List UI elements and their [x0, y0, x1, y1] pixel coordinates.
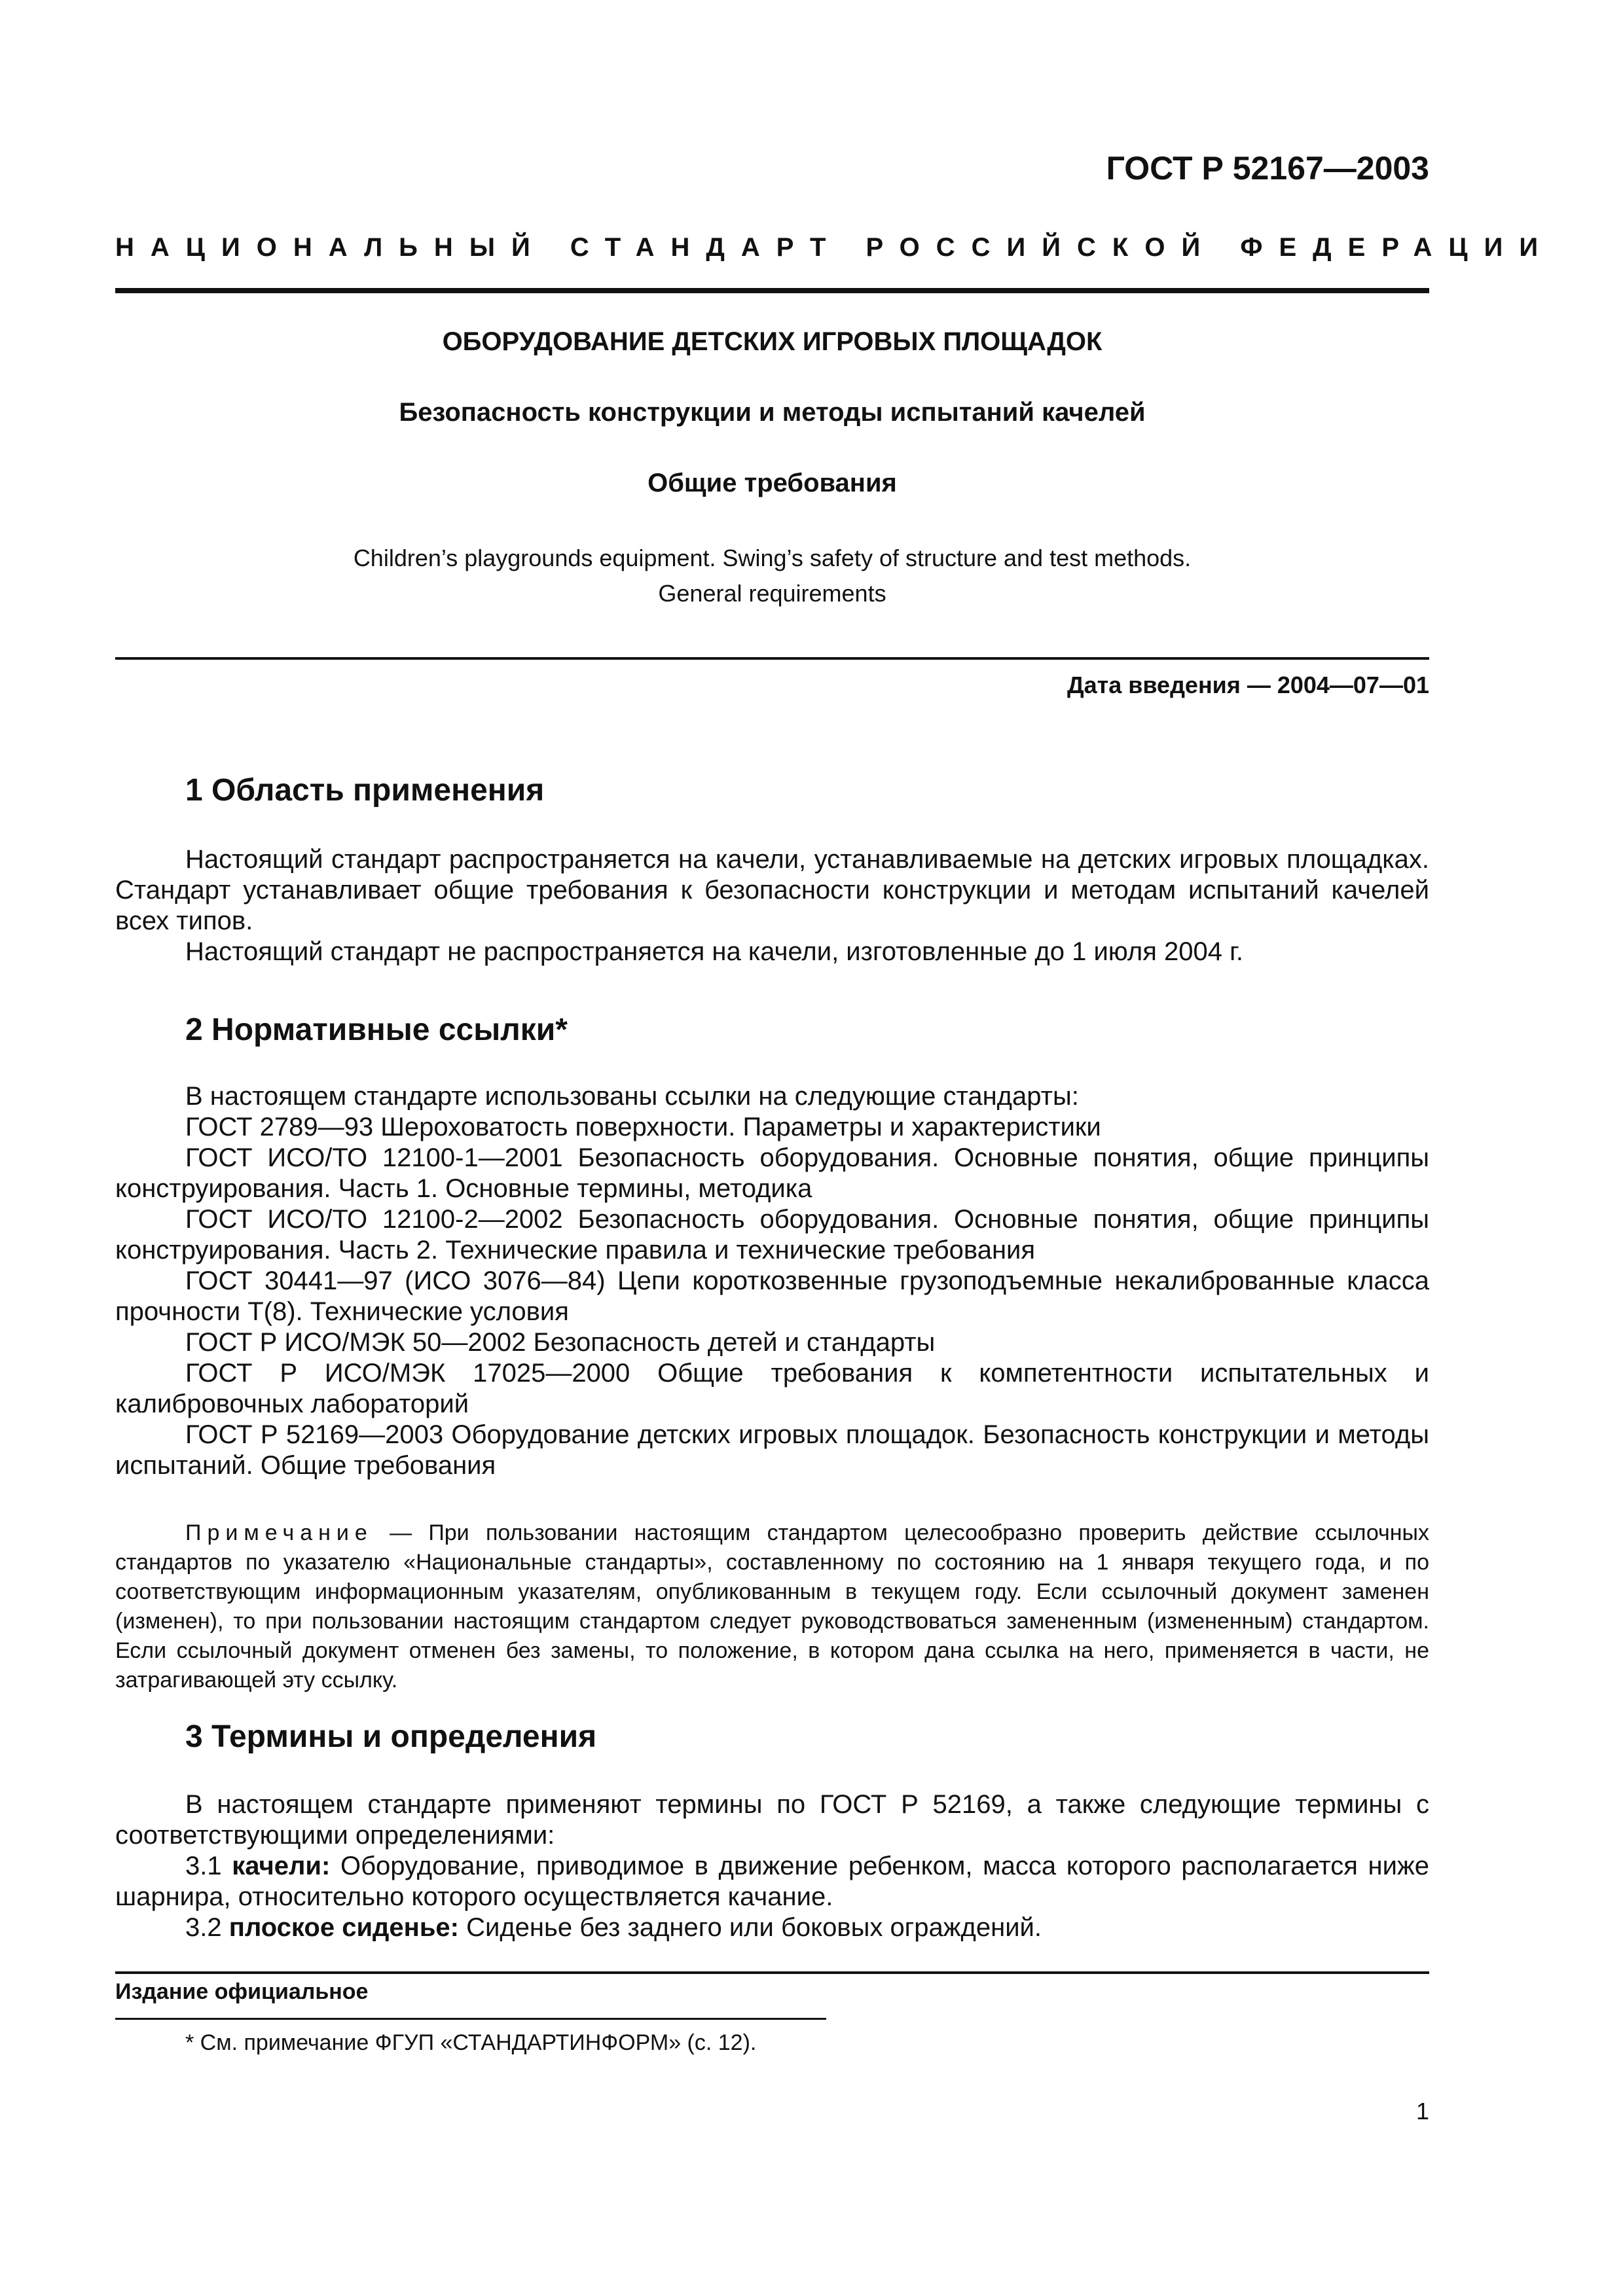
standard-code: ГОСТ Р 52167—2003: [1106, 150, 1429, 187]
section-1-paragraph: Настоящий стандарт распространяется на качели, устанавливаемые на детских игровых площадках. Стандарт устанавливает общие требования к безопасности конструкции и методам испытаний качелей всех типов.: [115, 845, 1429, 935]
term-number: 3.2: [185, 1913, 229, 1942]
document-title: ОБОРУДОВАНИЕ ДЕТСКИХ ИГРОВЫХ ПЛОЩАДОК: [442, 327, 1103, 356]
term-name: качели:: [232, 1852, 331, 1880]
term-definition: Оборудование, приводимое в движение ребенком, масса которого располагается ниже шарнира, относительно которого осуществляется качание.: [115, 1852, 1429, 1911]
footnote: * См. примечание ФГУП «СТАНДАРТИНФОРМ» (с. 12).: [185, 2030, 757, 2055]
national-standard-banner: НАЦИОНАЛЬНЫЙ СТАНДАРТ РОССИЙСКОЙ ФЕДЕРАЦИИ: [115, 233, 1555, 262]
reference-item: ГОСТ 30441—97 (ИСО 3076—84) Цепи короткозвенные грузоподъемные некалиброванные класса прочности Т(8). Технические условия: [115, 1266, 1429, 1326]
document-subtitle-general: Общие требования: [647, 469, 897, 497]
document-subtitle: Безопасность конструкции и методы испытаний качелей: [399, 398, 1146, 427]
reference-item: ГОСТ ИСО/ТО 12100-1—2001 Безопасность оборудования. Основные понятия, общие принципы конструирования. Часть 1. Основные термины, методика: [115, 1143, 1429, 1203]
section-1-heading: 1 Область применения: [185, 773, 545, 808]
section-2-heading: 2 Нормативные ссылки*: [185, 1013, 568, 1047]
term-number: 3.1: [185, 1852, 232, 1880]
reference-item: ГОСТ 2789—93 Шероховатость поверхности. Параметры и характеристики: [185, 1113, 1101, 1141]
term-definition: Сиденье без заднего или боковых ограждений.: [459, 1913, 1042, 1942]
term-3-1: [115, 1851, 1429, 1912]
footnote-rule: [115, 2018, 826, 2020]
section-3-intro: В настоящем стандарте применяют термины по ГОСТ Р 52169, а также следующие термины с соответствующими определениями:: [115, 1790, 1429, 1850]
english-title-line2: General requirements: [658, 580, 886, 607]
english-title: [115, 541, 1429, 611]
english-title-line1: Children’s playgrounds equipment. Swing’s safety of structure and test methods.: [353, 545, 1192, 571]
note-text: — При пользовании настоящим стандартом целесообразно проверить действие ссылочных стандартов по указателю «Национальные стандарты», составленному по состоянию на 1 января текущего года, и по соответствующим информационным указателям, опубликованным в текущем году. Если ссылочный документ заменен (изменен), то при пользовании настоящим стандартом следует руководствоваться замененным (измененным) стандартом. Если ссылочный документ отменен без замены, то положение, в котором дана ссылка на него, применяется в части, не затрагивающей эту ссылку.: [115, 1520, 1429, 1693]
reference-item: ГОСТ Р ИСО/МЭК 50—2002 Безопасность детей и стандарты: [185, 1328, 936, 1357]
section-3-body: [115, 1789, 1429, 1943]
reference-item: ГОСТ ИСО/ТО 12100-2—2002 Безопасность оборудования. Основные понятия, общие принципы конструирования. Часть 2. Технические правила и технические требования: [115, 1205, 1429, 1265]
reference-item: ГОСТ Р 52169—2003 Оборудование детских игровых площадок. Безопасность конструкции и методы испытаний. Общие требования: [115, 1420, 1429, 1480]
footer-rule: [115, 1971, 1429, 1974]
section-3-heading: 3 Термины и определения: [185, 1719, 597, 1754]
header-rule: [115, 288, 1429, 293]
introduction-date: Дата введения — 2004—07—01: [1067, 672, 1429, 698]
official-edition-label: Издание официальное: [115, 1979, 369, 2004]
title-rule: [115, 657, 1429, 660]
term-3-2: [115, 1912, 1429, 1943]
section-1-body: [115, 844, 1429, 967]
reference-item: ГОСТ Р ИСО/МЭК 17025—2000 Общие требования к компетентности испытательных и калибровочных лабораторий: [115, 1359, 1429, 1418]
section-1-paragraph: Настоящий стандарт не распространяется на качели, изготовленные до 1 июля 2004 г.: [185, 937, 1243, 966]
section-2-body: [115, 1081, 1429, 1481]
section-2-intro: В настоящем стандарте использованы ссылки на следующие стандарты:: [185, 1082, 1079, 1111]
note-label: Примечание: [185, 1520, 373, 1545]
term-name: плоское сиденье:: [228, 1913, 459, 1942]
note-block: [115, 1518, 1429, 1695]
page-number: 1: [1415, 2098, 1429, 2125]
